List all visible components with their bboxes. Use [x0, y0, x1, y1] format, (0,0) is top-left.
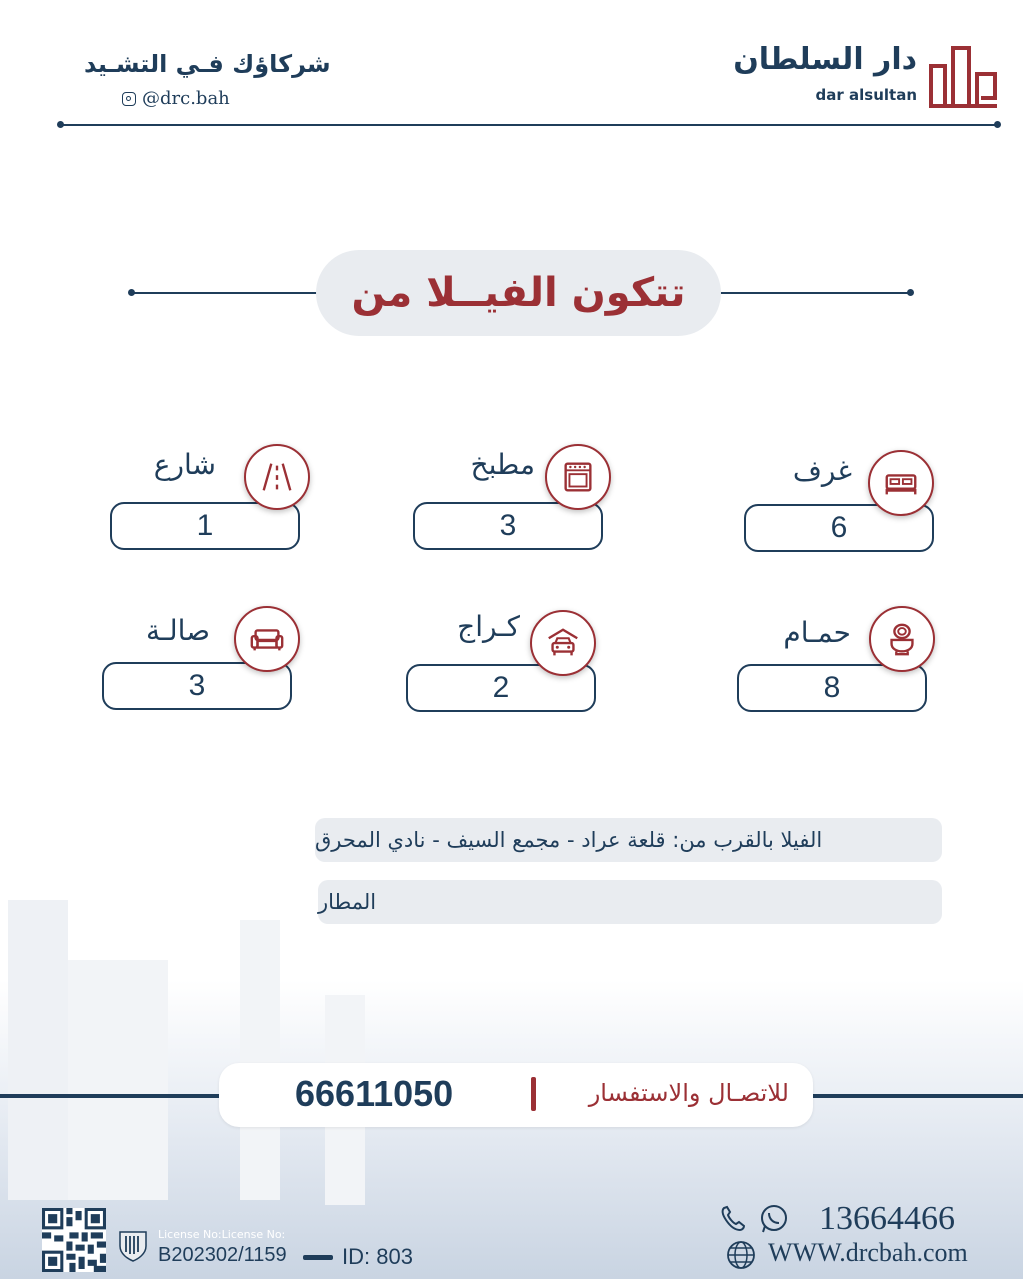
divider-dot — [994, 121, 1001, 128]
qr-code-icon[interactable] — [42, 1208, 106, 1272]
contact-bar[interactable] — [219, 1063, 813, 1127]
brand-name-arabic: دار السلطان — [733, 42, 917, 77]
background-building — [68, 960, 168, 1200]
oven-icon — [545, 444, 611, 510]
feature-rooms — [744, 442, 934, 552]
feature-value: 3 — [102, 662, 292, 710]
feature-value: 6 — [744, 504, 934, 552]
feature-bathroom — [737, 602, 927, 712]
road-icon — [244, 444, 310, 510]
whatsapp-icon — [762, 1206, 786, 1232]
contact-phone[interactable]: 66611050 — [295, 1073, 454, 1114]
title-line-right — [720, 292, 910, 294]
phone-whatsapp-icons — [718, 1202, 794, 1236]
license-emblem-icon — [118, 1228, 148, 1262]
page-title: تتكون الفيــلا من — [316, 250, 721, 336]
contact-separator — [531, 1077, 536, 1111]
feature-value: 3 — [413, 502, 603, 550]
listing-id: ID: 803 — [342, 1244, 413, 1269]
feature-value: 1 — [110, 502, 300, 550]
title-line-left — [132, 292, 318, 294]
partner-tagline: شركاؤك فـي التشـيد — [84, 50, 331, 78]
background-building — [240, 920, 280, 1200]
divider-dot — [907, 289, 914, 296]
car-garage-icon — [530, 610, 596, 676]
globe-icon — [726, 1240, 756, 1270]
license-number: B202302/1159 — [158, 1244, 287, 1266]
feature-hall — [102, 600, 292, 710]
social-handle[interactable] — [122, 88, 230, 109]
feature-label: مطبخ — [470, 448, 535, 481]
phone-icon — [723, 1207, 744, 1230]
toilet-icon — [869, 606, 935, 672]
divider-dot — [128, 289, 135, 296]
location-line-2: المطار — [318, 880, 942, 924]
license-title: License No:License No: — [158, 1228, 286, 1241]
feature-label: شارع — [153, 448, 216, 481]
social-handle-text: @drc.bah — [142, 88, 230, 109]
location-line-1: الفيلا بالقرب من: قلعة عراد - مجمع السيف - نادي المحرق — [315, 818, 942, 862]
sofa-icon — [234, 606, 300, 672]
contact-label: للاتصـال والاستفسار — [588, 1079, 789, 1107]
license-separator — [303, 1255, 333, 1260]
feature-label: حمـام — [783, 616, 851, 649]
instagram-icon — [122, 92, 136, 106]
feature-label: كـراج — [457, 610, 520, 643]
header-divider — [60, 124, 1000, 126]
bed-icon — [868, 450, 934, 516]
divider-dot — [57, 121, 64, 128]
feature-street — [110, 440, 300, 550]
background-building — [8, 900, 68, 1200]
feature-value: 8 — [737, 664, 927, 712]
feature-value: 2 — [406, 664, 596, 712]
brand-logo-block — [733, 42, 999, 112]
feature-garage — [406, 602, 596, 712]
footer-phone[interactable]: 13664466 — [819, 1200, 955, 1237]
brand-name-english: dar alsultan — [815, 86, 917, 104]
dar-alsultan-logo-icon — [927, 44, 999, 108]
feature-label: صالـة — [145, 614, 210, 647]
website-link[interactable]: WWW.drcbah.com — [768, 1238, 968, 1267]
feature-label: غرف — [792, 454, 852, 487]
feature-kitchen — [413, 440, 603, 550]
